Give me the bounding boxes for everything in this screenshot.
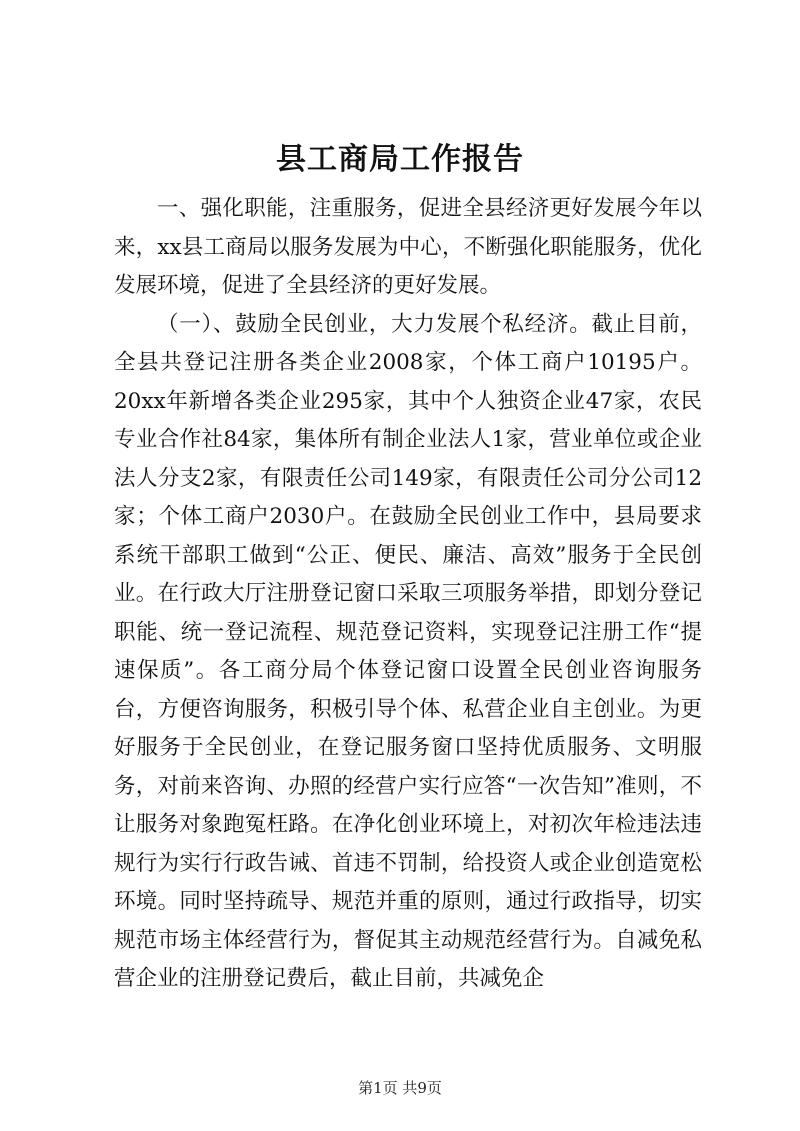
page-number-footer: 第1页 共9页 xyxy=(358,1079,442,1097)
paragraph-section-1: （一）、鼓励全民创业，大力发展个私经济。截止目前，全县共登记注册各类企业2008家，个体工商户10195户。20xx年新增各类企业295家，其中个人独资企业47家，农民专业合作社84家，集体所有制企业法人1家，营业单位或企业法人分支2家，有限责任公司149家，有限责任公司分公司12家；个体工商户2030户。在鼓励全民创业工作中，县局要求系统干部职工做到“公正、便民、廉洁、高效”服务于全民创业。在行政大厅注册登记窗口采取三项服务举措，即划分登记职能、统一登记流程、规范登记资料，实现登记注册工作“提速保质”。各工商分局个体登记窗口设置全民创业咨询服务台，方便咨询服务，积极引导个体、私营企业自主创业。为更好服务于全民创业，在登记服务窗口坚持优质服务、文明服务，对前来咨询、办照的经营户实行应答“一次告知”准则，不让服务对象跑冤枉路。在净化创业环境上，对初次年检违法违规行为实行行政告诫、首违不罚制，给投资人或企业创造宽松环境。同时坚持疏导、规范并重的原则，通过行政指导，切实规范市场主体经营行为，督促其主动规范经营行为。自减免私营企业的注册登记费后，截止目前，共减免企 xyxy=(114,311,702,991)
paragraph-intro: 一、强化职能，注重服务，促进全县经济更好发展今年以来，xx县工商局以服务发展为中心，不断强化职能服务，优化发展环境，促进了全县经济的更好发展。 xyxy=(114,196,702,298)
document-title: 县工商局工作报告 xyxy=(276,142,524,177)
document-body xyxy=(114,190,702,999)
